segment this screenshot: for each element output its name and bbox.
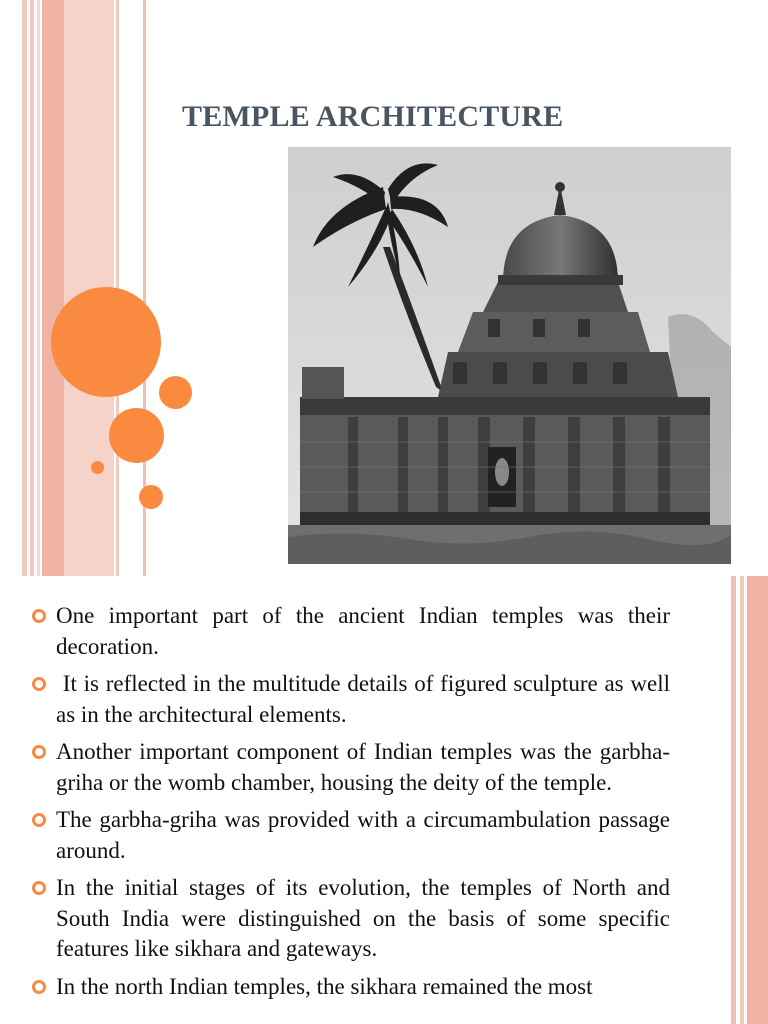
decorative-stripe — [731, 576, 736, 1024]
bullet-ring-icon — [32, 881, 46, 895]
bullet-text: One important part of the ancient Indian temples was their decoration. — [56, 603, 670, 659]
bullet-ring-icon — [32, 813, 46, 827]
decorative-circle — [139, 485, 163, 509]
bullet-text: The garbha-griha was provided with a circumambulation passage around. — [56, 807, 670, 863]
list-item — [32, 873, 670, 965]
list-item — [32, 669, 676, 730]
slide-content — [0, 576, 768, 1024]
bullet-text: It is reflected in the multitude details of figured sculpture as well as in the architectural elements. — [56, 671, 676, 727]
decorative-stripe — [37, 0, 40, 576]
bullet-text: In the initial stages of its evolution, the temples of North and South India were distinguished on the basis of some specific features like sikhara and gateways. — [56, 875, 670, 961]
decorative-circle — [109, 408, 164, 463]
decorative-circle — [159, 376, 192, 409]
list-item — [32, 805, 670, 866]
bullet-text: Another important component of Indian temples was the garbha-griha or the womb chamber, housing the deity of the temple. — [56, 739, 670, 795]
temple-photo — [288, 147, 731, 564]
bullet-list — [32, 601, 676, 1009]
bullet-ring-icon — [32, 609, 46, 623]
bullet-ring-icon — [32, 745, 46, 759]
decorative-stripe — [30, 0, 34, 576]
decorative-stripe — [22, 0, 27, 576]
decorative-circle — [51, 287, 161, 397]
slide-title-text: TEMPLE ARCHITECTURE — [182, 100, 564, 133]
bullet-ring-icon — [32, 677, 46, 691]
list-item — [32, 972, 670, 1003]
list-item — [32, 601, 670, 662]
decorative-stripe — [740, 576, 744, 1024]
decorative-stripe — [42, 0, 64, 576]
bullet-text: In the north Indian temples, the sikhara remained the most — [56, 973, 593, 999]
decorative-circle — [91, 461, 104, 474]
bullet-ring-icon — [32, 980, 46, 994]
list-item — [32, 737, 670, 798]
decorative-stripe — [747, 576, 768, 1024]
